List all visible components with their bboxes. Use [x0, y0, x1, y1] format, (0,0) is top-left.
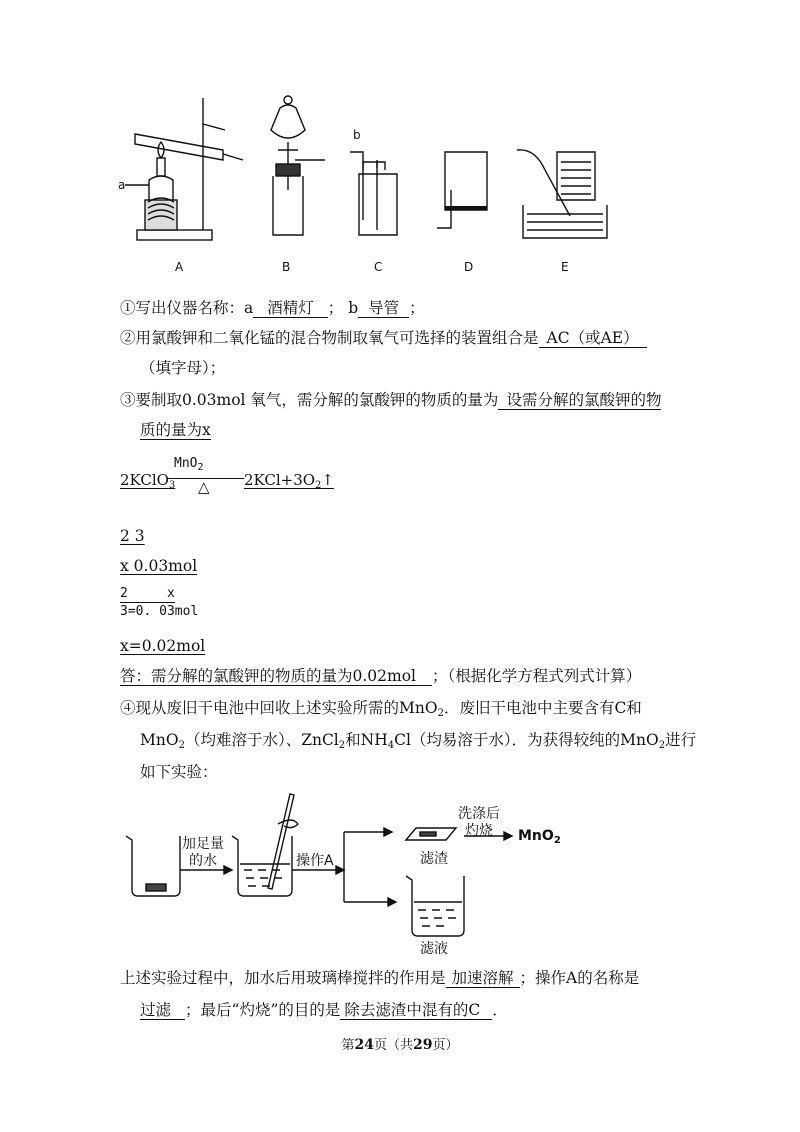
- question-3-line2: [140, 420, 211, 440]
- answer-3b: 质的量为x: [140, 421, 211, 439]
- calc-unknowns: x 0.03mol: [120, 557, 198, 575]
- answer-statement: 答：需分解的氯酸钾的物质的量为0.02mol ；（根据化学方程式列式计算）: [120, 667, 642, 685]
- label-E: E: [561, 260, 569, 274]
- glass-rod: [268, 794, 294, 889]
- answer-operation: 过滤: [140, 1001, 185, 1020]
- calc-result: x=0.02mol: [120, 637, 206, 655]
- answer-ignite: 除去滤渣中混有的C: [340, 1001, 492, 1020]
- label-C: C: [374, 260, 383, 274]
- question-2-line2: （填字母）；: [140, 359, 226, 377]
- question-3: ③要制取0.03mol 氧气，需分解的氯酸钾的物质的量为 设需分解的氯酸钾的物: [120, 391, 662, 409]
- filtrate-label: 滤液: [420, 941, 448, 957]
- page-number: 24: [354, 1037, 374, 1053]
- calc-fraction: 2 x 3=0. 03mol: [120, 586, 199, 619]
- page-total: 29: [413, 1037, 433, 1053]
- apparatus-c-drawing: [350, 152, 397, 235]
- answer-2: AC（或AE）: [539, 329, 647, 348]
- flow-diagram: [120, 790, 580, 960]
- calc-ratio: 2 3: [120, 527, 145, 545]
- label-A: A: [175, 260, 184, 274]
- question-1: ①写出仪器名称：a 酒精灯 ； b 导管 ；: [120, 299, 425, 317]
- apparatus-figure: [115, 90, 615, 250]
- answer-a: 酒精灯: [253, 299, 328, 318]
- equation-left: 2KClO$_3$: [120, 471, 176, 491]
- question-4-line2: MnO$_2$（均难溶于水）、ZnCl$_2$和$NH_4Cl$（均易溶于水）．为获得较纯的MnO$_2$进行: [140, 731, 697, 751]
- answer-stir: 加速溶解: [446, 969, 520, 988]
- answer-b: 导管: [358, 299, 409, 318]
- wash-ignite-label: 洗涤后 灼烧: [458, 806, 500, 839]
- beaker-filtrate: [406, 876, 464, 936]
- question-2: ②用氯酸钾和二氧化锰的混合物制取氧气可选择的装置组合是 AC（或AE）: [120, 328, 647, 348]
- heat-condition: △: [198, 478, 210, 496]
- label-a: a: [118, 178, 126, 192]
- add-water-label: 加足量 的水: [182, 836, 224, 869]
- residue-label: 滤渣: [420, 851, 448, 867]
- apparatus-b-drawing: [271, 96, 325, 235]
- operation-a-label: 操作A: [296, 853, 334, 869]
- apparatus-a-drawing: [125, 98, 243, 240]
- label-D: D: [464, 260, 474, 274]
- answer-3a: 设需分解的氯酸钾的物: [498, 391, 661, 410]
- question-4-line1: ④现从废旧干电池中回收上述实验所需的MnO$_2$．废旧干电池中主要含有C和: [120, 699, 642, 719]
- final-line1: 上述实验过程中，加水后用玻璃棒搅拌的作用是 加速溶解 ；操作A的名称是: [120, 969, 640, 987]
- final-line2: 过滤 ；最后“灼烧”的目的是 除去滤渣中混有的C ．: [140, 1001, 508, 1019]
- equation-right: $2KCl+3O_2↑$: [244, 471, 334, 491]
- label-B: B: [282, 260, 291, 274]
- apparatus-d-drawing: [437, 152, 487, 228]
- apparatus-e-drawing: [517, 150, 607, 238]
- label-b: b: [353, 128, 361, 142]
- page-footer: 第24页（共29页）: [341, 1037, 459, 1053]
- catalyst: MnO$_2$: [174, 456, 204, 473]
- question-4-line3: 如下实验：: [140, 763, 218, 781]
- product-label: MnO$_2$: [518, 828, 561, 846]
